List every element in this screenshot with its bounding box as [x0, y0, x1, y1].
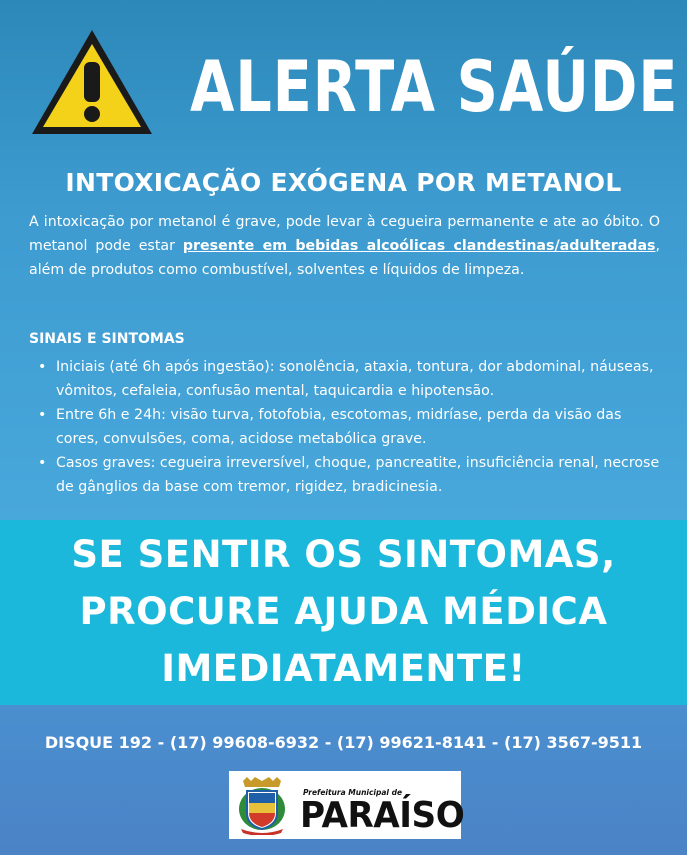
logo-prefeitura-text: Prefeitura Municipal de: [303, 788, 403, 797]
logo-city-name: PARAÍSO: [300, 795, 465, 836]
intro-text-2: , além de produtos como combustível, solventes e líquidos de limpeza.: [29, 238, 660, 278]
symptom-text: Entre 6h e 24h: visão turva, fotofobia, escotomas, midríase, perda da visão das cores, convulsões, coma, acidose metabólica grave.: [56, 407, 622, 447]
subtitle: INTOXICAÇÃO EXÓGENA POR METANOL: [65, 168, 622, 197]
list-item: [29, 355, 661, 403]
intro-paragraph: [29, 210, 660, 282]
alert-title: ALERTA SAÚDE: [190, 46, 679, 128]
prefeitura-logo: [229, 771, 465, 839]
signs-list: [29, 355, 661, 499]
intro-highlight: presente em bebidas alcoólicas clandestinas/adulteradas: [182, 238, 656, 254]
intro-text-1: A intoxicação por metanol é grave, pode levar à cegueira permanente e ate ao óbito. O metanol pode estar: [29, 214, 660, 254]
symptom-text: Iniciais (até 6h após ingestão): sonolência, ataxia, tontura, dor abdominal, náuseas, vômitos, cefaleia, confusão mental, taquicardia e hipotensão.: [56, 359, 654, 399]
list-item: [29, 403, 661, 451]
cta-banner: [0, 520, 687, 705]
cta-line-1: SE SENTIR OS SINTOMAS,: [71, 533, 616, 576]
bullet: •: [38, 407, 47, 423]
symptom-text: Casos graves: cegueira irreversível, choque, pancreatite, insuficiência renal, necrose de gânglios da base com tremor, rigidez, bradicinesia.: [56, 455, 660, 495]
phone-numbers: DISQUE 192 - (17) 99608-6932 - (17) 99621-8141 - (17) 3567-9511: [44, 733, 643, 752]
signs-title: SINAIS E SINTOMAS: [29, 331, 185, 347]
municipal-crest-icon: [233, 775, 291, 835]
alert-header: [22, 22, 679, 142]
bullet: •: [38, 359, 47, 375]
bullet: •: [38, 455, 47, 471]
list-item: [29, 451, 661, 499]
cta-line-3: IMEDIATAMENTE!: [161, 647, 526, 690]
warning-triangle-icon: [28, 26, 156, 138]
cta-line-2: PROCURE AJUDA MÉDICA: [79, 590, 608, 633]
